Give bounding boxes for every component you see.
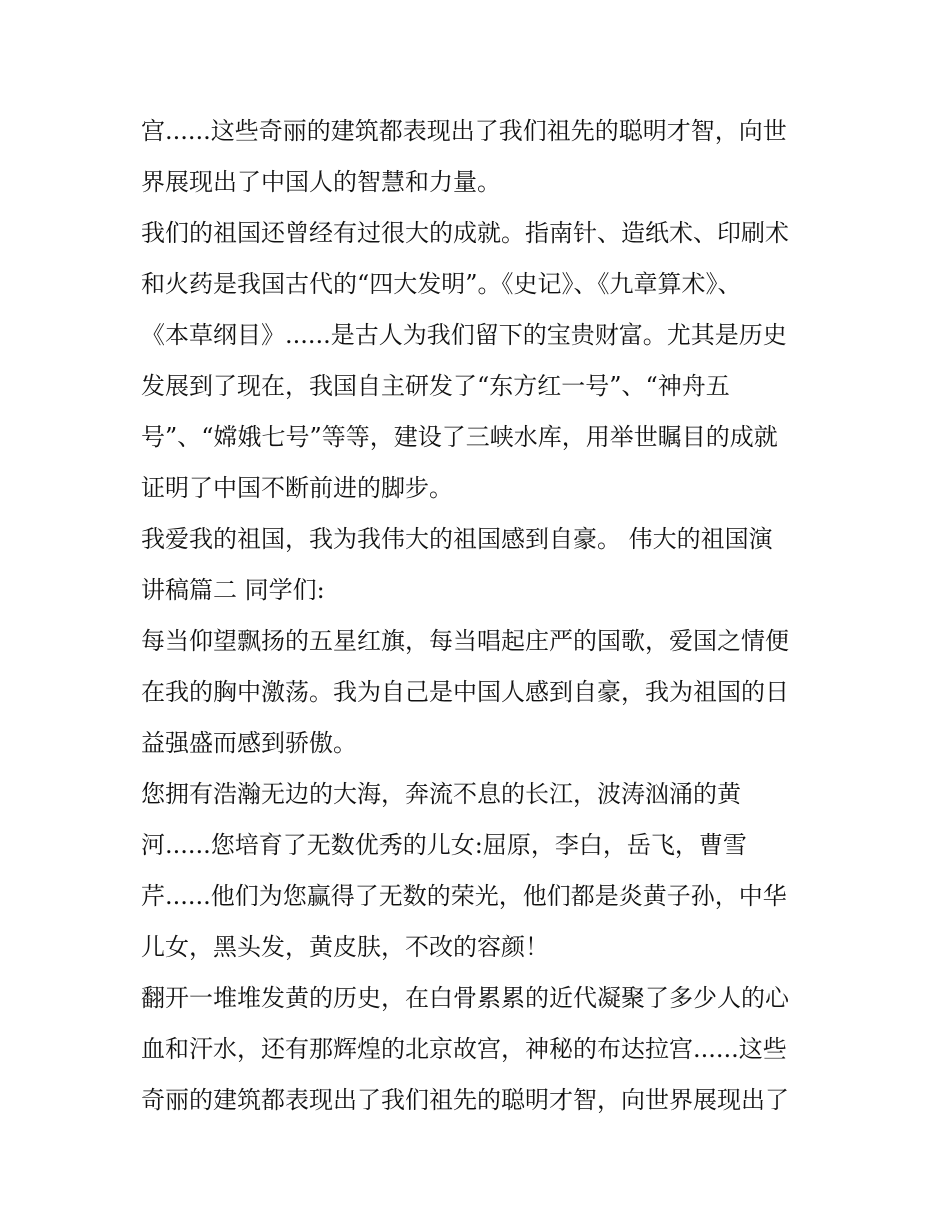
text-line: 益强盛而感到骄傲。 xyxy=(141,729,357,757)
text-line: 宫......这些奇丽的建筑都表现出了我们祖先的聪明才智，向世 xyxy=(141,117,787,145)
text-line: 儿女，黑头发，黄皮肤，不改的容颜！ xyxy=(141,933,549,961)
text-line: 我爱我的祖国，我为我伟大的祖国感到自豪。 伟大的祖国演 xyxy=(141,525,773,553)
text-line: 每当仰望飘扬的五星红旗，每当唱起庄严的国歌，爱国之情便 xyxy=(141,627,789,655)
body-text xyxy=(141,106,821,1126)
text-line: 和火药是我国古代的“四大发明”。《史记》、《九章算术》、 xyxy=(141,270,742,298)
text-line: 界展现出了中国人的智慧和力量。 xyxy=(141,168,501,196)
text-line: 您拥有浩瀚无边的大海，奔流不息的长江，波涛汹涌的黄 xyxy=(141,780,741,808)
text-line: 河......您培育了无数优秀的儿女:屈原，李白，岳飞，曹雪 xyxy=(141,831,747,859)
text-line: 《本草纲目》......是古人为我们留下的宝贵财富。尤其是历史 xyxy=(141,321,787,349)
text-line: 讲稿篇二 同学们: xyxy=(141,576,325,604)
text-line: 奇丽的建筑都表现出了我们祖先的聪明才智，向世界展现出了 xyxy=(141,1086,789,1114)
text-line: 在我的胸中激荡。我为自己是中国人感到自豪，我为祖国的日 xyxy=(141,678,789,706)
text-line: 发展到了现在，我国自主研发了“东方红一号”、“神舟五 xyxy=(141,372,730,400)
text-line: 号”、“嫦娥七号”等等，建设了三峡水库，用举世瞩目的成就 xyxy=(141,423,778,451)
text-line: 翻开一堆堆发黄的历史，在白骨累累的近代凝聚了多少人的心 xyxy=(141,984,789,1012)
text-line: 芹......他们为您赢得了无数的荣光，他们都是炎黄子孙，中华 xyxy=(141,882,787,910)
text-line: 血和汗水，还有那辉煌的北京故宫，神秘的布达拉宫......这些 xyxy=(141,1035,787,1063)
text-line: 证明了中国不断前进的脚步。 xyxy=(141,474,453,502)
text-line: 我们的祖国还曾经有过很大的成就。指南针、造纸术、印刷术 xyxy=(141,219,789,247)
